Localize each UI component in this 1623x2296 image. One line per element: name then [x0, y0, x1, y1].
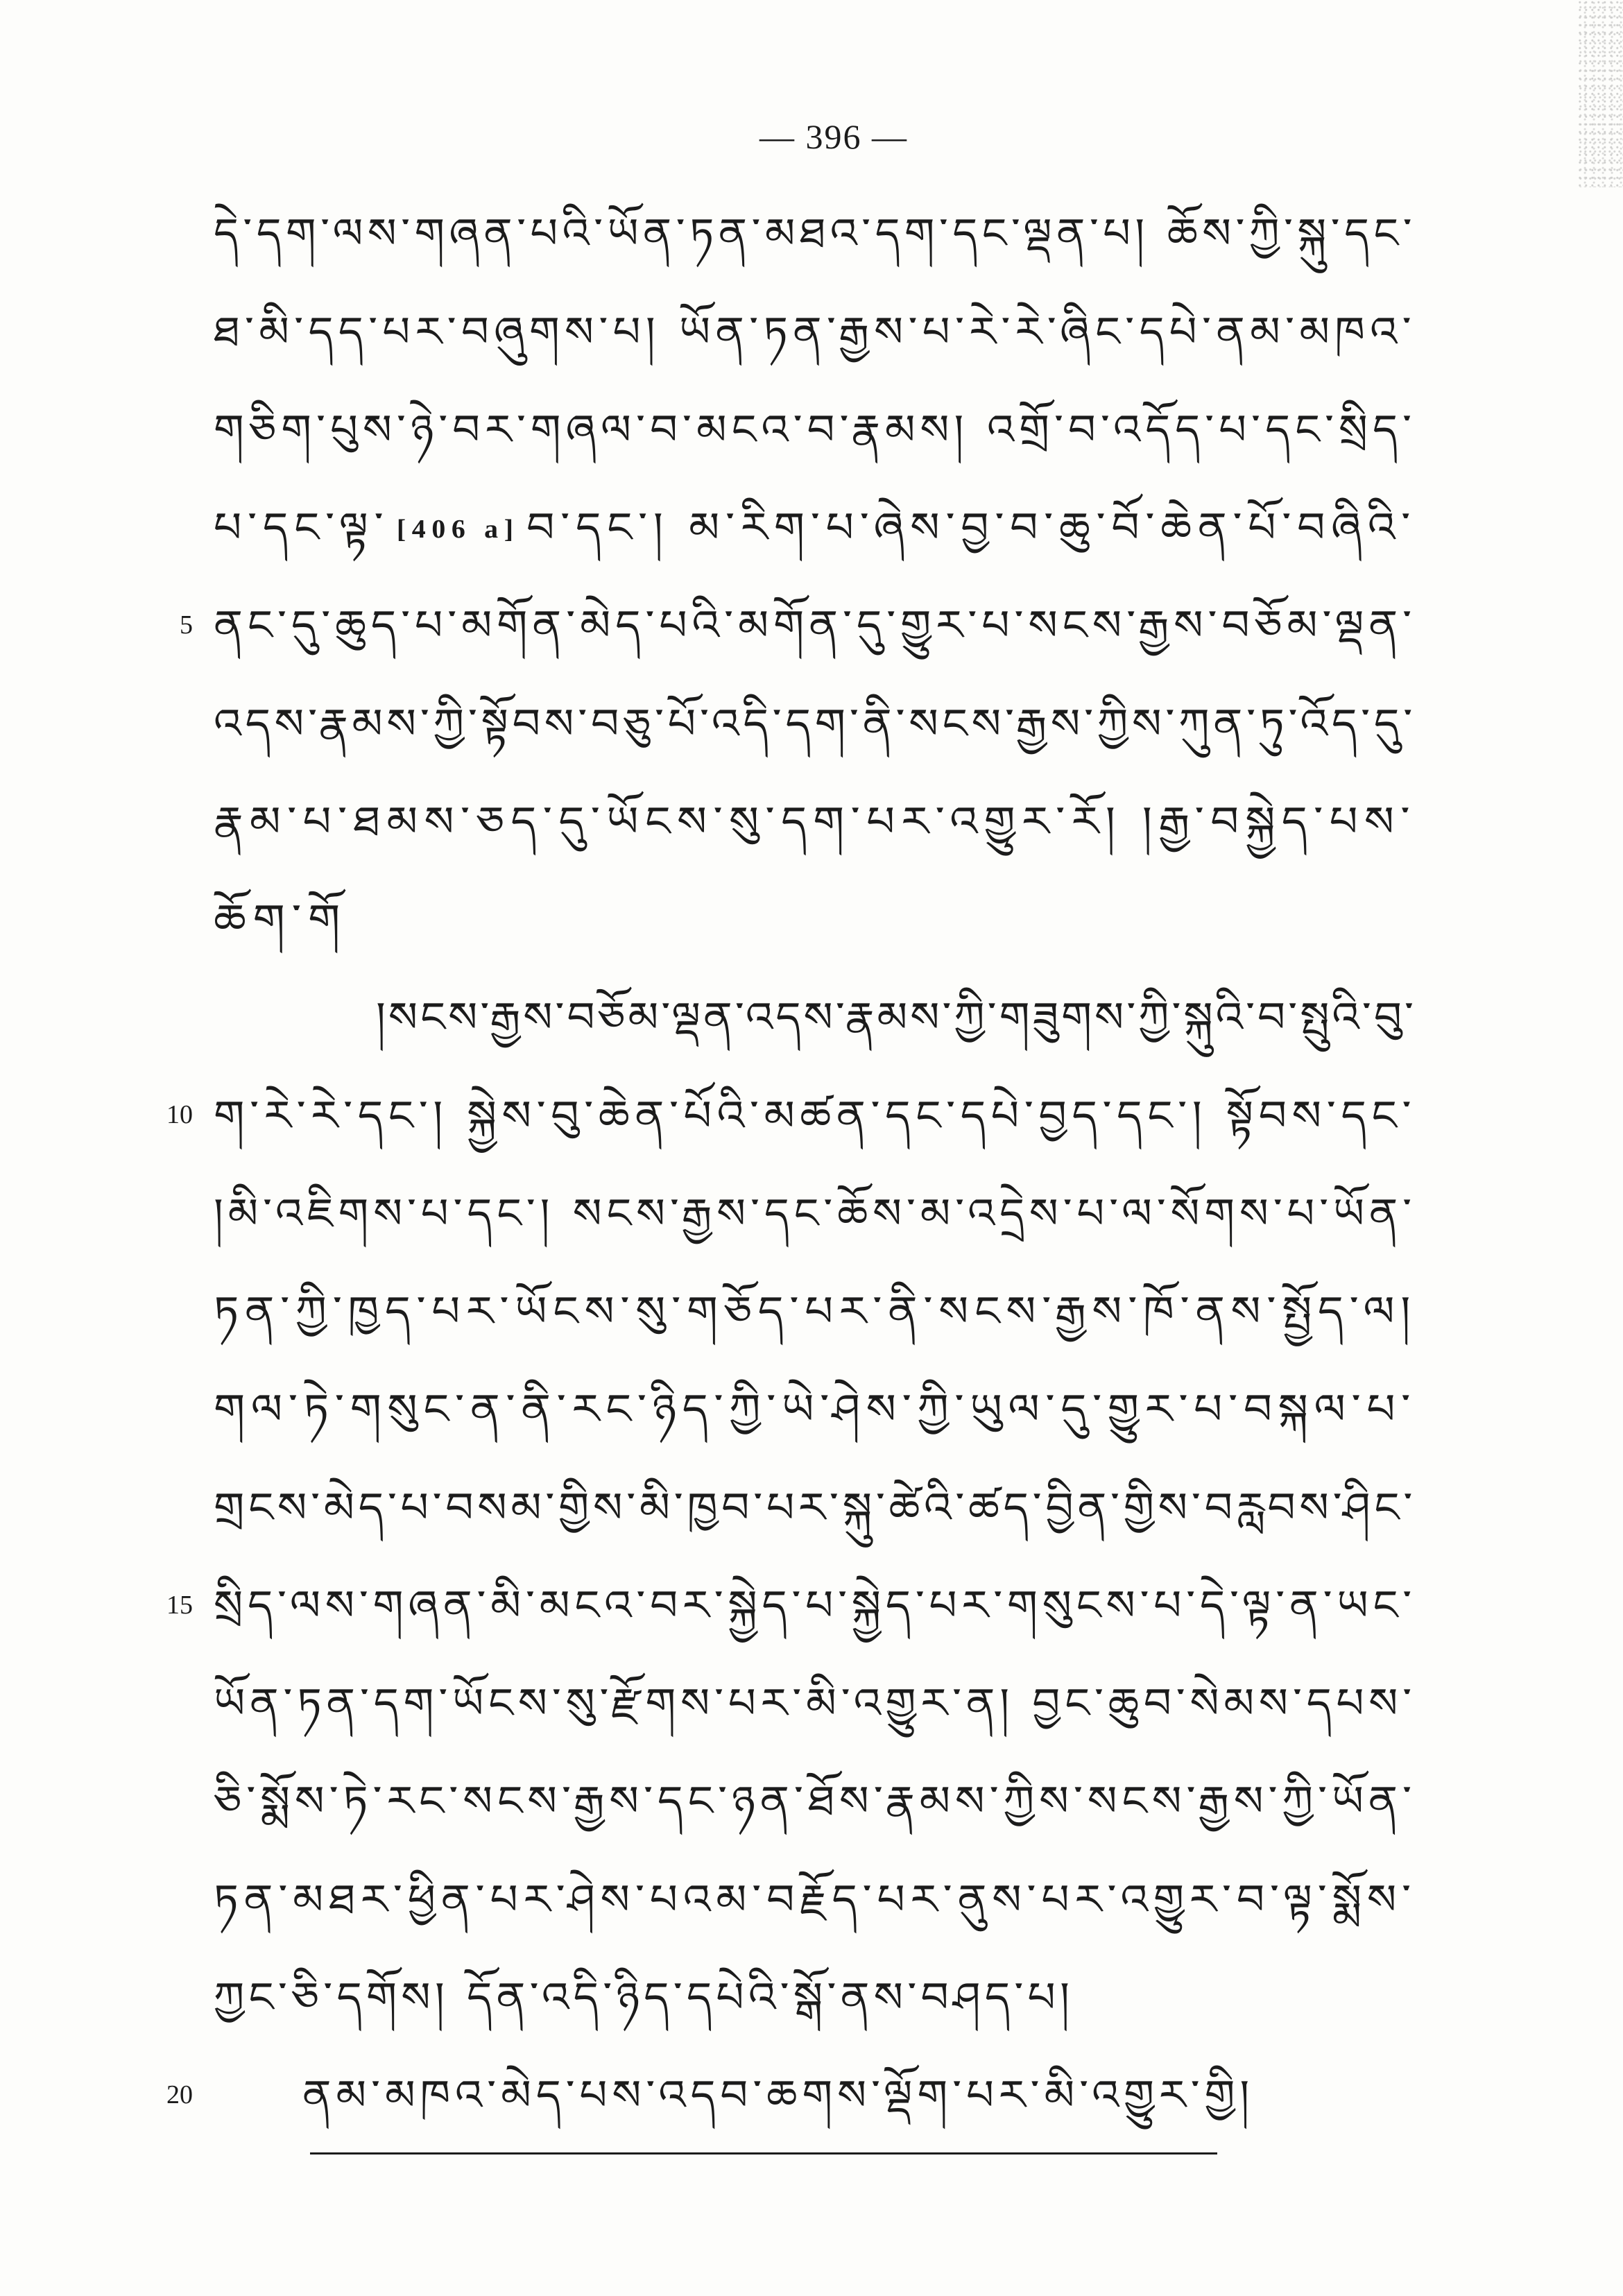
text-line-13: [214, 1360, 1416, 1458]
text-line-4: [214, 479, 1416, 576]
text-line-6-content: འདས་རྣམས་ཀྱི་སྟོབས་བཅུ་པོ་འདི་དག་ནི་སངས་རྒྱས་ཀྱིས་ཀུན་ཏུ་འོད་དུ་: [214, 699, 1417, 748]
text-line-1: [214, 185, 1416, 282]
text-line-4-after-marker: བ་དང་། མ་རིག་པ་ཞེས་བྱ་བ་ཆུ་བོ་ཆེན་པོ་བཞིའི་: [526, 504, 1417, 553]
text-line-8: [214, 871, 1416, 968]
text-line-19-content: ཀྱང་ཅི་དགོས། དོན་འདི་ཉིད་དཔེའི་སྒོ་ནས་བཤད་པ།: [214, 1973, 1074, 2022]
text-line-2: [214, 282, 1416, 380]
text-line-7: [214, 773, 1416, 871]
text-line-9-content: །སངས་རྒྱས་བཅོམ་ལྡན་འདས་རྣམས་ཀྱི་གཟུགས་ཀྱི་སྐུའི་བ་སྤུའི་བུ་: [376, 993, 1417, 1043]
text-line-17-content: ཅི་སྨོས་ཏེ་རང་སངས་རྒྱས་དང་ཉན་ཐོས་རྣམས་ཀྱིས་སངས་རྒྱས་ཀྱི་ཡོན་: [214, 1777, 1416, 1826]
footer-rule: [310, 2152, 1217, 2154]
line-number-20: 20: [166, 2080, 193, 2109]
text-line-14: [214, 1458, 1416, 1556]
text-line-19: [214, 1948, 1416, 2046]
body-text: [166, 185, 1417, 2144]
text-line-18-content: ཏན་མཐར་ཕྱིན་པར་ཤེས་པའམ་བརྗོད་པར་ནུས་པར་འགྱུར་བ་ལྟ་སྨོས་: [214, 1875, 1416, 1924]
line-number-15: 15: [166, 1590, 193, 1620]
text-line-8-content: ཆོག་གོ: [214, 896, 347, 945]
page-number-header: — 396 —: [759, 117, 908, 156]
text-line-10-content: ག་རེ་རེ་དང་། སྐྱེས་བུ་ཆེན་པོའི་མཚན་དང་དཔེ་བྱད་དང་། སྟོབས་དང་: [214, 1091, 1416, 1140]
text-line-6: [214, 674, 1416, 772]
text-line-20-content: ནམ་མཁའ་མེད་པས་འདབ་ཆགས་ལྡོག་པར་མི་འགྱུར་གྱི།: [302, 2071, 1254, 2121]
text-line-4-before-marker: པ་དང་ལྟ་: [214, 504, 390, 553]
text-line-12: [214, 1262, 1416, 1360]
text-line-1-content: དེ་དག་ལས་གཞན་པའི་ཡོན་ཏན་མཐའ་དག་དང་ལྡན་པ། ཆོས་ཀྱི་སྐུ་དང་: [214, 209, 1416, 259]
text-line-4-content: [214, 503, 1416, 553]
text-line-15-content: སྲིད་ལས་གཞན་མི་མངའ་བར་སྐྱེད་པ་སྐྱེད་པར་གསུངས་པ་དེ་ལྟ་ན་ཡང་: [214, 1581, 1417, 1630]
text-line-12-content: ཏན་ཀྱི་ཁྱད་པར་ཡོངས་སུ་གཅོད་པར་ནི་སངས་རྒྱས་ཁོ་ནས་སྤྱོད་ལ།: [214, 1287, 1416, 1337]
line-number-5: 5: [180, 610, 193, 640]
text-line-10: [166, 1066, 1416, 1164]
text-line-5-content: ནང་དུ་ཆུད་པ་མགོན་མེད་པའི་མགོན་དུ་གྱུར་པ་སངས་རྒྱས་བཅོམ་ལྡན་: [214, 601, 1417, 651]
text-line-3-content: གཅིག་པུས་ཉེ་བར་གཞལ་བ་མངའ་བ་རྣམས། འགྲོ་བ་འདོད་པ་དང་སྲིད་: [214, 405, 1416, 454]
text-line-9: [214, 968, 1416, 1066]
text-line-11-content: །མི་འཇིགས་པ་དང་། སངས་རྒྱས་དང་ཆོས་མ་འདྲེས་པ་ལ་སོགས་པ་ཡོན་: [214, 1189, 1417, 1238]
text-line-16: [214, 1654, 1416, 1752]
text-line-2-content: ཐ་མི་དད་པར་བཞུགས་པ། ཡོན་ཏན་རྒྱས་པ་རེ་རེ་ཞིང་དཔེ་ནམ་མཁའ་: [214, 307, 1417, 357]
text-line-5: [180, 576, 1417, 674]
text-line-3: [214, 381, 1416, 479]
folio-marker: [406 a]: [396, 515, 519, 545]
text-line-14-content: གྲངས་མེད་པ་བསམ་གྱིས་མི་ཁྱབ་པར་སྐུ་ཚེའི་ཚད་བྱིན་གྱིས་བརླབས་ཤིང་: [214, 1483, 1416, 1532]
text-line-16-content: ཡོན་ཏན་དག་ཡོངས་སུ་རྫོགས་པར་མི་འགྱུར་ན། བྱང་ཆུབ་སེམས་དཔས་: [214, 1679, 1416, 1729]
text-line-15: [166, 1557, 1417, 1654]
scan-edge-noise: [1579, 0, 1623, 187]
text-line-18: [214, 1850, 1416, 1948]
text-line-17: [214, 1752, 1416, 1850]
text-line-11: [214, 1165, 1416, 1262]
text-line-20: [166, 2046, 1416, 2144]
text-line-13-content: གལ་ཏེ་གསུང་ན་ནི་རང་ཉིད་ཀྱི་ཡེ་ཤེས་ཀྱི་ཡུལ་དུ་གྱུར་པ་བསྐལ་པ་: [214, 1385, 1417, 1434]
line-number-10: 10: [166, 1100, 193, 1130]
text-line-7-content: རྣམ་པ་ཐམས་ཅད་དུ་ཡོངས་སུ་དག་པར་འགྱུར་རོ། །རྒྱ་བསྐྱེད་པས་: [214, 797, 1416, 846]
